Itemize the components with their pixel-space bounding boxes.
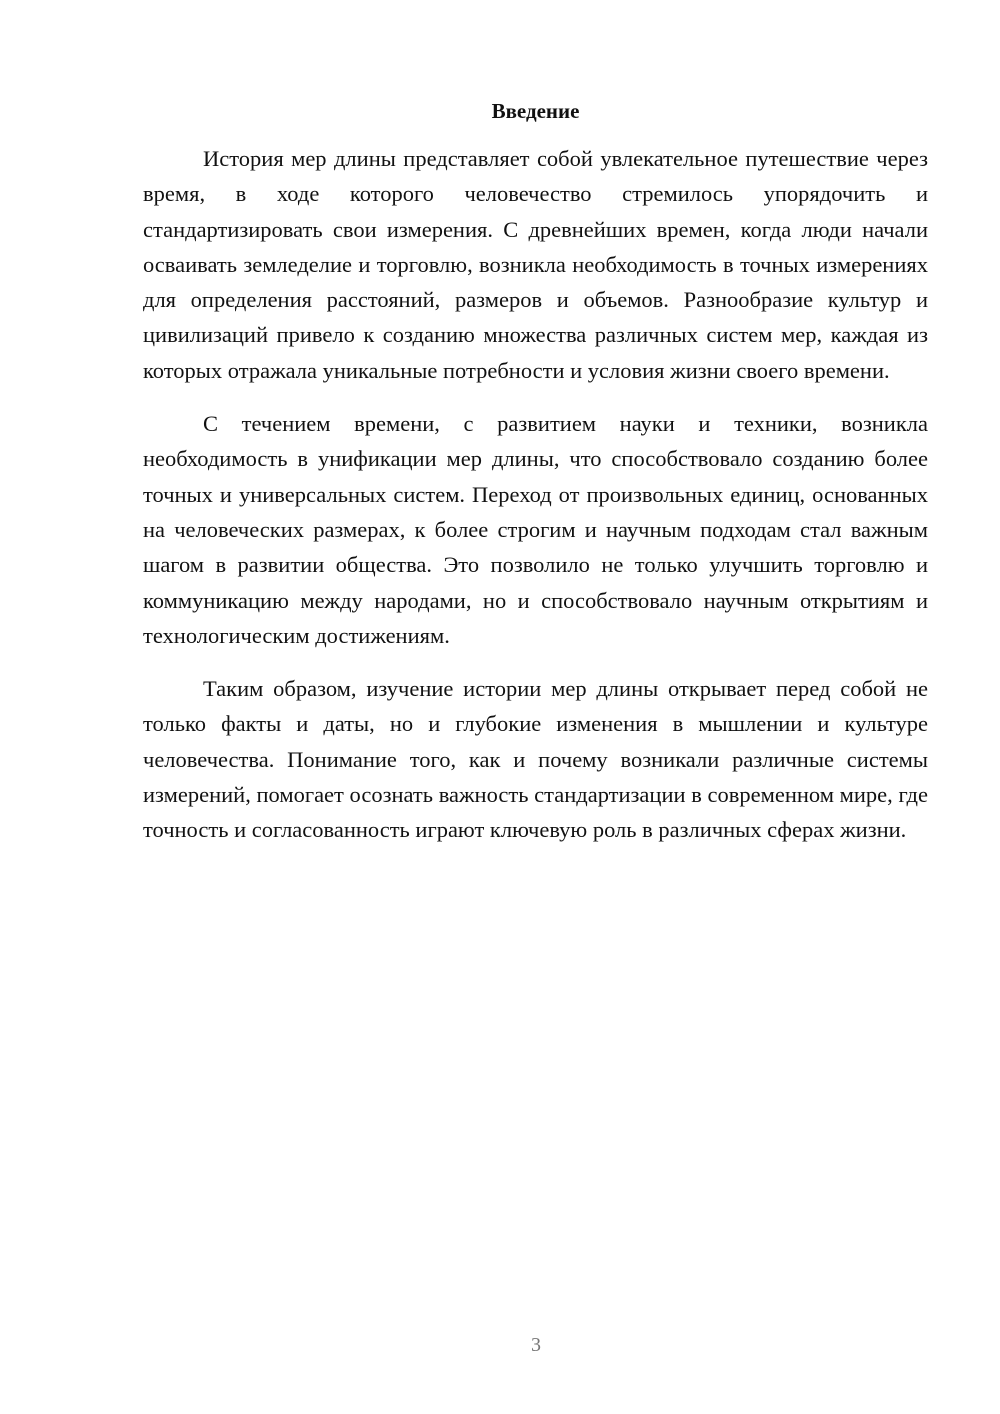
page-number: 3 (531, 1334, 541, 1356)
paragraph-1: История мер длины представляет собой увлекательное путешествие через время, в ходе которого человечество стремилось упорядочить и стандартизировать свои измерения. С древнейших времен, когда люди начали осваивать земледелие и торговлю, возникла необходимость в точных измерениях для определения расстояний, размеров и объемов. Разнообразие культур и цивилизаций привело к созданию множества различных систем мер, каждая из которых отражала уникальные потребности и условия жизни своего времени. (143, 146, 928, 383)
paragraph-3: Таким образом, изучение истории мер длины открывает перед собой не только факты и даты, но и глубокие изменения в мышлении и культуре человечества. Понимание того, как и почему возникали различные системы измерений, помогает осознать важность стандартизации в современном мире, где точность и согласованность играют ключевую роль в различных сферах жизни. (143, 676, 928, 843)
document-body (143, 94, 928, 866)
paragraph-2: С течением времени, с развитием науки и техники, возникла необходимость в унификации мер длины, что способствовало созданию более точных и универсальных систем. Переход от произвольных единиц, основанных на человеческих размерах, к более строгим и научным подходам стал важным шагом в развитии общества. Это позволило не только улучшить торговлю и коммуникацию между народами, но и способствовало научным открытиям и технологическим достижениям. (143, 411, 928, 648)
page-title: Введение (491, 99, 580, 123)
